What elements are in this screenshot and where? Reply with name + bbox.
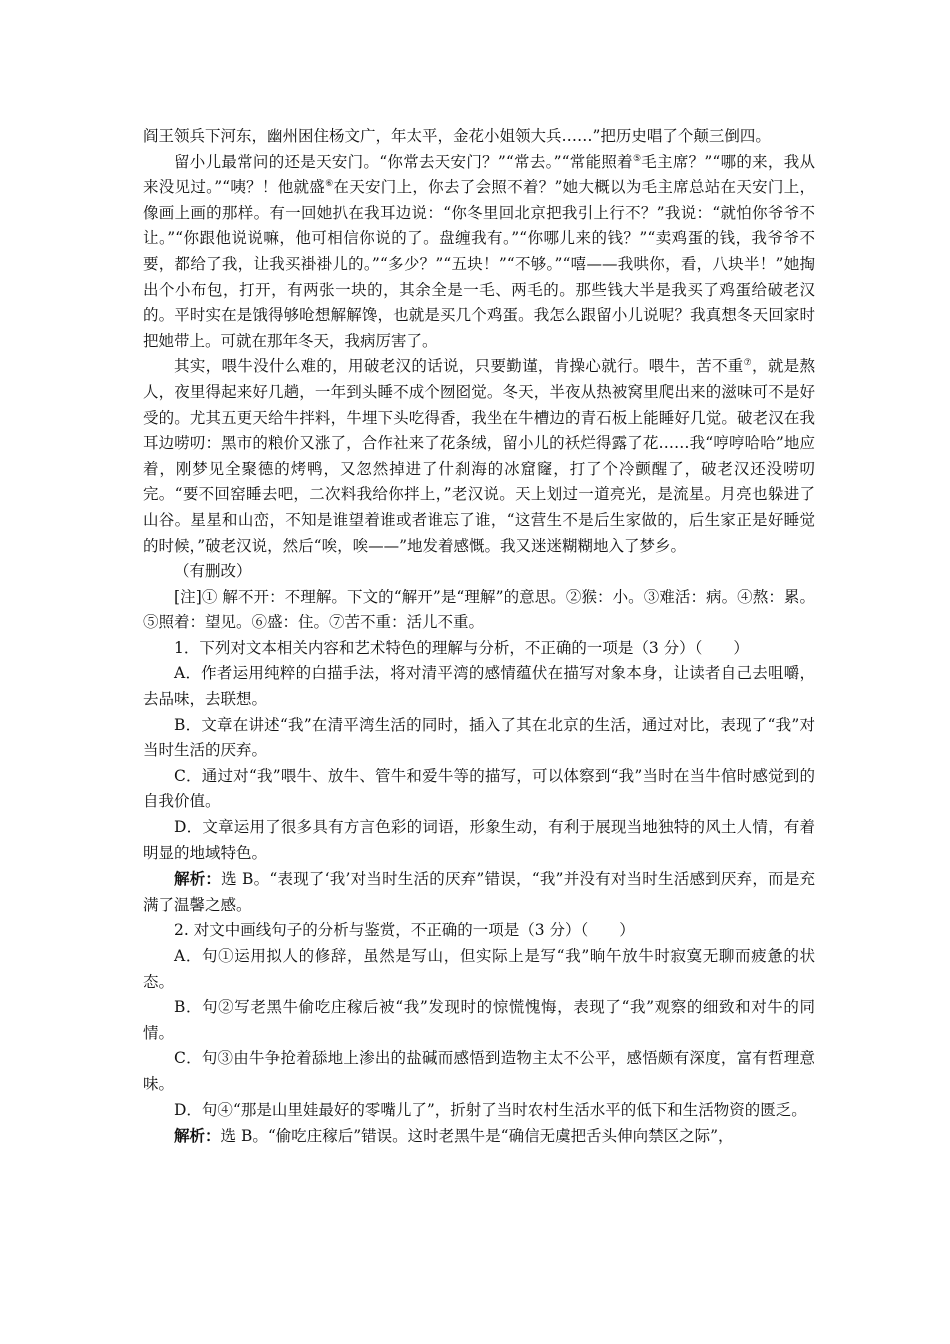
question-1-option-d: D．文章运用了很多具有方言色彩的词语，形象生动，有利于展现当地独特的风土人情，有着明显的地域特色。	[143, 818, 815, 862]
footnote-marker-7: ⑦	[743, 358, 752, 369]
question-1-option-b: B．文章在讲述“我”在清平湾生活的同时，插入了其在北京的生活，通过对比，表现了“我”对当时生活的厌弃。	[143, 715, 815, 760]
question-2-option-d: D．句④“那是山里娃最好的零嘴儿了”，折射了当时农村生活水平的低下和生活物资的匮乏。	[174, 1100, 807, 1119]
document-page	[143, 124, 815, 1150]
story-paragraph-1: 留小儿最常问的还是天安门。“你常去天安门？”“常去。”“常能照着⑤毛主席？”“哪的来，我从来没见过。”“咦？！他就盛⑥在天安门上，你去了会照不着？”她大概以为毛主席总站在天安门上，像画上画的那样。有一回她扒在我耳边说：“你冬里回北京把我引上行不？”我说：“就怕你爷爷不让。”“你跟他说说嘛，他可相信你说的了。盘缠我有。”“你哪儿来的钱？”“卖鸡蛋的钱，我爷爷不要，都给了我，让我买褂褂儿的。”“多少？”“五块！”“不够。”“嘻——我哄你，看，八块半！”她掏出个小布包，打开，有两张一块的，其余全是一毛、两毛的。那些钱大半是我买了鸡蛋给破老汉的。平时实在是饿得够呛想解解馋，也就是买几个鸡蛋。我怎么跟留小儿说呢？我真想冬天回家时把她带上。可就在那年冬天，我病厉害了。	[143, 152, 815, 350]
analysis-label: 解析：	[174, 869, 222, 889]
analysis-text: 选 B。“表现了‘我’对当时生活的厌弃”错误，“我”并没有对当时生活感到厌弃，而是充满了温馨之感。	[143, 870, 815, 914]
annotation-notes	[143, 585, 815, 636]
notes-text: ① 解不开：不理解。下文的“解开”是“理解”的意思。②猴：小。③难活：病。④熬：累。⑤照着：望见。⑥盛：住。⑦苦不重：活儿不重。	[143, 587, 815, 632]
question-2-analysis	[143, 1123, 815, 1150]
question-2-option-a: A．句①运用拟人的修辞，虽然是写山，但实际上是写“我”晌午放牛时寂寞无聊而疲惫的状态。	[143, 947, 815, 991]
question-1-stem: 1．下列对文本相关内容和艺术特色的理解与分析，不正确的一项是（3 分）（ ）	[174, 638, 749, 657]
story-paragraph-2: 其实，喂牛没什么难的，用破老汉的话说，只要勤谨，肯操心就行。喂牛，苦不重⑦，就是熬人，夜里得起来好几趟，一年到头睡不成个囫囵觉。冬天，半夜从热被窝里爬出来的滋味可不是好受的。尤其五更天给牛拌料，牛埋下头吃得香，我坐在牛槽边的青石板上能睡好几觉。破老汉在我耳边唠叨：黑市的粮价又涨了，合作社来了花条绒，留小儿的袄烂得露了花……我“哼哼哈哈”地应着，刚梦见全聚德的烤鸭，又忽然掉进了什刹海的冰窟窿，打了个冷颤醒了，破老汉还没唠叨完。“要不回窑睡去吧，二次料我给你拌上，”老汉说。天上划过一道亮光，是流星。月亮也躲进了山谷。星星和山峦，不知是谁望着谁或者谁忘了谁，“这营生不是后生家做的，后生家正是好睡觉的时候，”破老汉说，然后“唉，唉——”地发着感慨。我又迷迷糊糊地入了梦乡。	[143, 357, 815, 555]
question-2-option-c: C．句③由牛争抢着舔地上渗出的盐碱而感悟到造物主太不公平，感悟颇有深度，富有哲理意味。	[143, 1049, 815, 1093]
question-2-option-b: B．句②写老黑牛偷吃庄稼后被“我”发现时的惊慌愧悔，表现了“我”观察的细致和对牛的同情。	[143, 998, 815, 1042]
question-1-analysis	[143, 866, 815, 918]
notes-label: [注]	[174, 587, 202, 606]
analysis-text: 选 B。“偷吃庄稼后”错误。这时老黑牛是“确信无虞把舌头伸向禁区之际”，	[220, 1127, 734, 1146]
footnote-marker-6: ⑥	[325, 179, 334, 190]
question-1-option-c: C．通过对“我”喂牛、放牛、管牛和爱牛等的描写，可以体察到“我”当时在当牛倌时感觉到的自我价值。	[143, 766, 815, 811]
story-paragraph-0: 阎王领兵下河东，幽州困住杨文广，年太平，金花小姐领大兵……”把历史唱了个颠三倒四。	[143, 127, 771, 145]
source-note: （有删改）	[174, 562, 252, 581]
question-1-option-a: A．作者运用纯粹的白描手法，将对清平湾的感情蕴伏在描写对象本身，让读者自己去咀嚼，去品味，去联想。	[143, 664, 815, 709]
analysis-label: 解析：	[174, 1126, 221, 1146]
question-2-stem: 2. 对文中画线句子的分析与鉴赏，不正确的一项是（3 分）（ ）	[174, 921, 635, 940]
footnote-marker-5: ⑤	[632, 153, 642, 164]
